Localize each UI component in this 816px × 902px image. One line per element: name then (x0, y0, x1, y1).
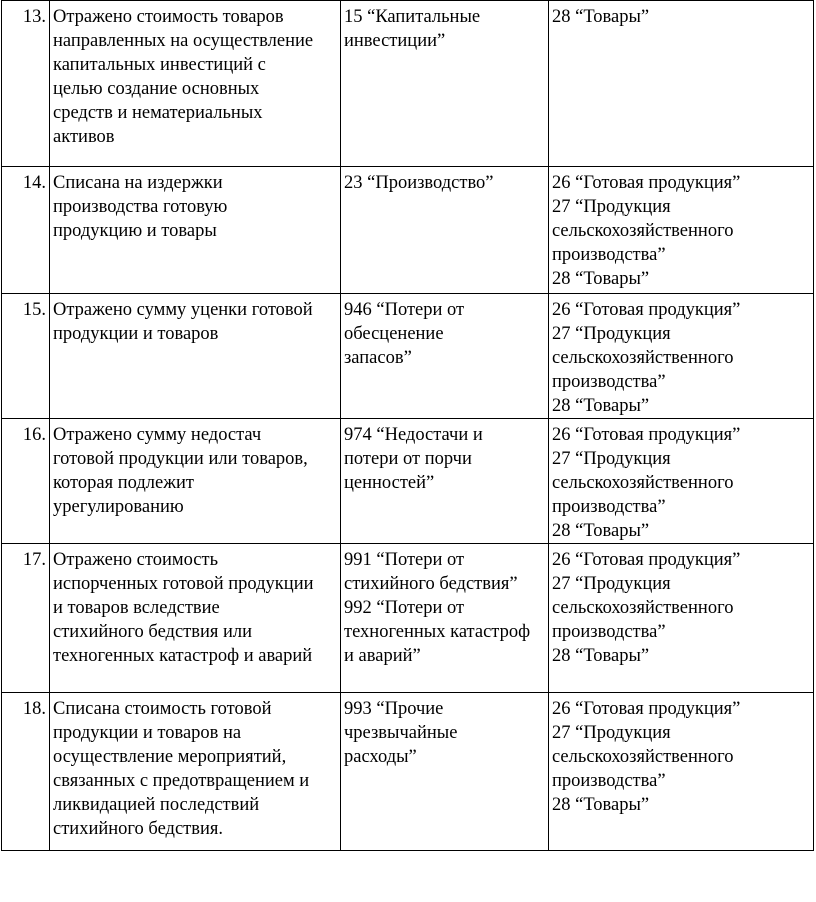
credit-account-line: производства” (552, 372, 666, 392)
operation-description-cell (50, 419, 341, 544)
operation-description-line: капитальных инвестиций с (53, 55, 266, 75)
debit-account-cell (341, 167, 549, 294)
debit-account-cell (341, 294, 549, 419)
debit-account-line: инвестиции” (344, 31, 446, 51)
operation-description-line: ликвидацией последствий (53, 795, 260, 815)
credit-account-line: производства” (552, 622, 666, 642)
operation-description-line: Отражено сумму недостач (53, 425, 262, 445)
table-row (2, 1, 814, 167)
operation-description-line: средств и нематериальных (53, 103, 263, 123)
debit-account-line: потери от порчи (344, 449, 472, 469)
credit-account-line: 26 “Готовая продукция” (552, 300, 741, 320)
debit-account-line: 974 “Недостачи и (344, 425, 483, 445)
credit-account-line: сельскохозяйственного (552, 747, 734, 767)
debit-account-line: 23 “Производство” (344, 173, 494, 193)
credit-account-line: производства” (552, 497, 666, 517)
operation-description-line: продукцию и товары (53, 221, 217, 241)
row-number: 13. (2, 1, 50, 167)
credit-account-line: 26 “Готовая продукция” (552, 699, 741, 719)
operation-description-line: направленных на осуществление (53, 31, 314, 51)
credit-account-line: 27 “Продукция (552, 324, 671, 344)
credit-account-line: 28 “Товары” (552, 795, 650, 815)
credit-account-line: 27 “Продукция (552, 574, 671, 594)
ledger-table (1, 0, 814, 851)
debit-account-line: ценностей” (344, 473, 435, 493)
debit-account-line: техногенных катастроф (344, 622, 531, 642)
ledger-body (2, 1, 814, 851)
debit-account-cell (341, 544, 549, 693)
credit-account-cell (549, 419, 814, 544)
operation-description-line: стихийного бедствия. (53, 819, 224, 839)
debit-account-cell (341, 693, 549, 851)
credit-account-line: 27 “Продукция (552, 449, 671, 469)
debit-account-line: обесценение (344, 324, 444, 344)
operation-description-cell (50, 167, 341, 294)
debit-account-cell (341, 1, 549, 167)
row-number: 14. (2, 167, 50, 294)
credit-account-cell (549, 294, 814, 419)
row-number: 17. (2, 544, 50, 693)
debit-account-line: 15 “Капитальные (344, 7, 481, 27)
operation-description-cell (50, 294, 341, 419)
debit-account-line: 991 “Потери от (344, 550, 465, 570)
operation-description-cell (50, 1, 341, 167)
table-row (2, 167, 814, 294)
operation-description-line: испорченных готовой продукции (53, 574, 314, 594)
row-number: 15. (2, 294, 50, 419)
operation-description-line: продукции и товаров (53, 324, 219, 344)
table-row (2, 294, 814, 419)
operation-description-line: Списана стоимость готовой (53, 699, 272, 719)
credit-account-line: 28 “Товары” (552, 269, 650, 289)
operation-description-line: активов (53, 127, 115, 147)
credit-account-line: сельскохозяйственного (552, 598, 734, 618)
credit-account-line: 28 “Товары” (552, 521, 650, 541)
credit-account-cell (549, 693, 814, 851)
operation-description-line: готовой продукции или товаров, (53, 449, 308, 469)
operation-description-line: которая подлежит (53, 473, 194, 493)
operation-description-cell (50, 693, 341, 851)
operation-description-line: связанных с предотвращением и (53, 771, 310, 791)
credit-account-line: 28 “Товары” (552, 646, 650, 666)
debit-account-cell (341, 419, 549, 544)
operation-description-line: и товаров вследствие (53, 598, 220, 618)
operation-description-line: продукции и товаров на (53, 723, 242, 743)
table-row (2, 419, 814, 544)
row-number: 18. (2, 693, 50, 851)
operation-description-line: Отражено сумму уценки готовой (53, 300, 313, 320)
credit-account-line: сельскохозяйственного (552, 348, 734, 368)
debit-account-line: 946 “Потери от (344, 300, 465, 320)
operation-description-line: производства готовую (53, 197, 228, 217)
debit-account-line: стихийного бедствия” (344, 574, 518, 594)
credit-account-line: 27 “Продукция (552, 197, 671, 217)
operation-description-cell (50, 544, 341, 693)
operation-description-line: урегулированию (53, 497, 184, 517)
credit-account-line: 28 “Товары” (552, 7, 650, 27)
credit-account-cell (549, 544, 814, 693)
credit-account-line: производства” (552, 771, 666, 791)
table-row (2, 693, 814, 851)
operation-description-line: Списана на издержки (53, 173, 223, 193)
credit-account-line: 28 “Товары” (552, 396, 650, 416)
debit-account-line: запасов” (344, 348, 412, 368)
credit-account-line: сельскохозяйственного (552, 473, 734, 493)
debit-account-line: расходы” (344, 747, 417, 767)
credit-account-cell (549, 167, 814, 294)
operation-description-line: техногенных катастроф и аварий (53, 646, 313, 666)
operation-description-line: осуществление мероприятий, (53, 747, 287, 767)
debit-account-line: 992 “Потери от (344, 598, 465, 618)
credit-account-line: производства” (552, 245, 666, 265)
table-row (2, 544, 814, 693)
operation-description-line: целью создание основных (53, 79, 260, 99)
operation-description-line: стихийного бедствия или (53, 622, 253, 642)
credit-account-line: сельскохозяйственного (552, 221, 734, 241)
debit-account-line: 993 “Прочие (344, 699, 444, 719)
debit-account-line: чрезвычайные (344, 723, 458, 743)
credit-account-line: 27 “Продукция (552, 723, 671, 743)
credit-account-line: 26 “Готовая продукция” (552, 425, 741, 445)
operation-description-line: Отражено стоимость (53, 550, 219, 570)
credit-account-cell (549, 1, 814, 167)
debit-account-line: и аварий” (344, 646, 421, 666)
credit-account-line: 26 “Готовая продукция” (552, 550, 741, 570)
credit-account-line: 26 “Готовая продукция” (552, 173, 741, 193)
row-number: 16. (2, 419, 50, 544)
operation-description-line: Отражено стоимость товаров (53, 7, 284, 27)
